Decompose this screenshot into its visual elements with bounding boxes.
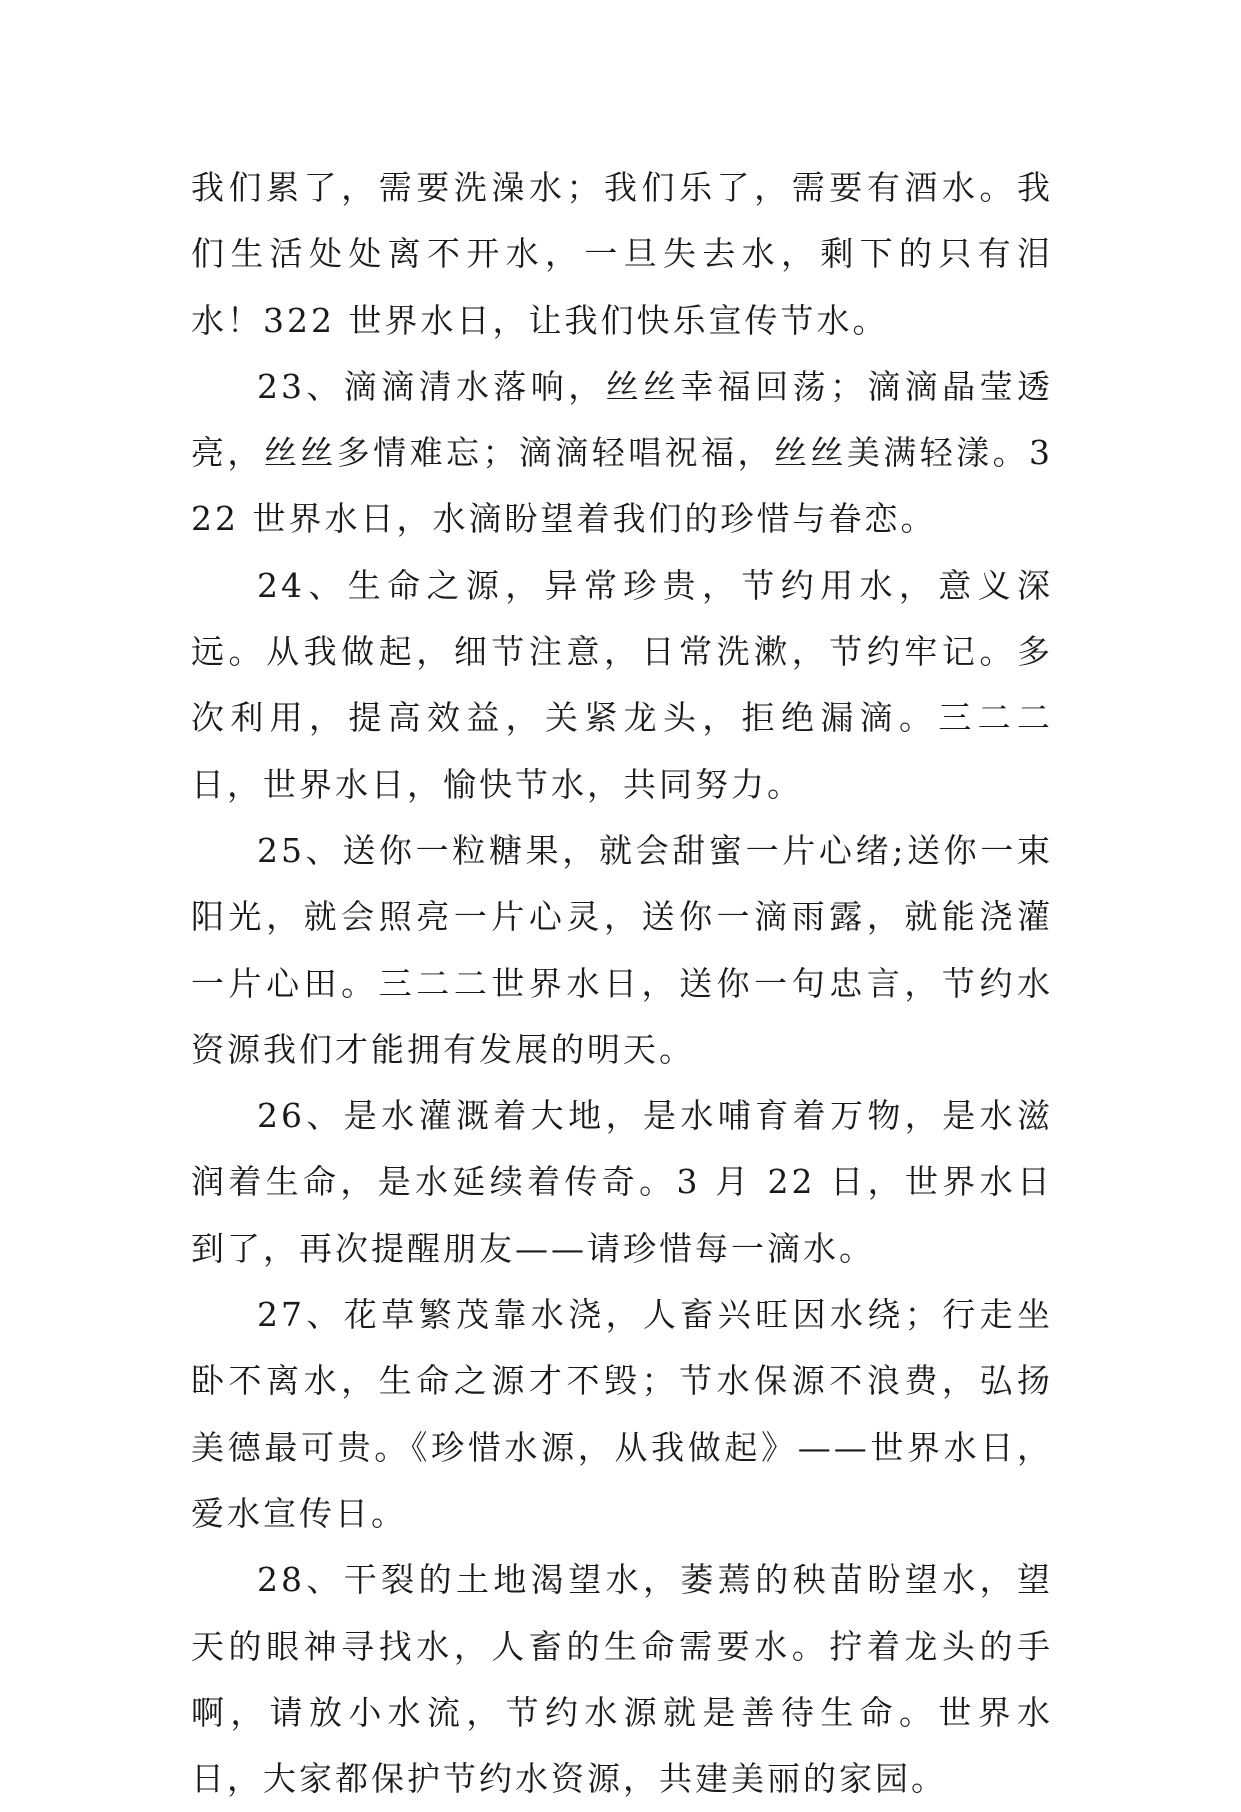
paragraph-23: 23、滴滴清水落响，丝丝幸福回荡；滴滴晶莹透亮，丝丝多情难忘；滴滴轻唱祝福，丝丝美满轻漾。322 世界水日，水滴盼望着我们的珍惜与眷恋。	[191, 366, 1053, 539]
paragraph-25: 25、送你一粒糖果，就会甜蜜一片心绪;送你一束阳光，就会照亮一片心灵，送你一滴雨露，就能浇灌一片心田。三二二世界水日，送你一句忠言，节约水资源我们才能拥有发展的明天。	[191, 830, 1053, 1069]
paragraph-28: 28、干裂的土地渴望水，萎蔫的秧苗盼望水，望天的眼神寻找水，人畜的生命需要水。拧着龙头的手啊，请放小水流，节约水源就是善待生命。世界水日，大家都保护节约水资源，共建美丽的家园。	[191, 1560, 1053, 1799]
paragraph-22-continuation: 我们累了，需要洗澡水；我们乐了，需要有酒水。我们生活处处离不开水，一旦失去水，剩下的只有泪水！322 世界水日，让我们快乐宣传节水。	[191, 168, 1053, 340]
document-body	[191, 155, 1053, 1812]
paragraph-27: 27、花草繁茂靠水浇，人畜兴旺因水绕；行走坐卧不离水，生命之源才不毁；节水保源不浪费，弘扬美德最可贵。《珍惜水源，从我做起》——世界水日，爱水宣传日。	[191, 1295, 1053, 1533]
paragraph-24: 24、生命之源，异常珍贵，节约用水，意义深远。从我做起，细节注意，日常洗漱，节约牢记。多次利用，提高效益，关紧龙头，拒绝漏滴。三二二日，世界水日，愉快节水，共同努力。	[191, 565, 1053, 804]
paragraph-26: 26、是水灌溉着大地，是水哺育着万物，是水滋润着生命，是水延续着传奇。3 月 22 日，世界水日到了，再次提醒朋友——请珍惜每一滴水。	[191, 1096, 1053, 1268]
